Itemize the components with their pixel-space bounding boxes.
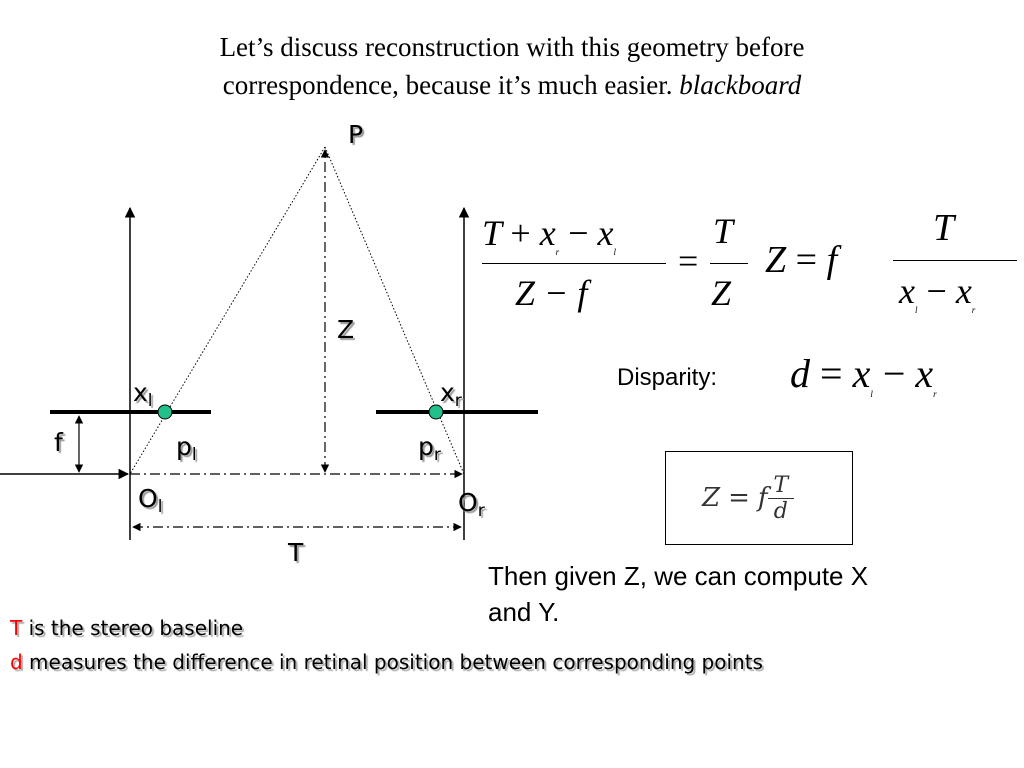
disp-x2-sub: r [933,389,937,399]
then-given-line-2: and Y. [488,597,560,627]
boxed-denominator: d [773,498,788,524]
title-line-2-text: correspondence, because it’s much easier. [222,70,673,100]
label-f: f [54,428,63,457]
eq1-num-x2: x [597,213,614,253]
label-pr-sub: r [433,445,441,465]
note-baseline-key: T [10,616,23,640]
title-note: blackboard [679,70,802,100]
eq2-f: f [826,239,838,281]
eq2-z: Z [765,239,787,281]
eq2-den-minus: − [926,271,947,311]
label-xl [133,378,153,411]
eq2-numerator: T [933,207,955,249]
disp-x2: x [915,351,934,396]
note-disparity-key: d [10,650,23,674]
note-baseline [10,616,243,640]
label-p: P [348,120,364,149]
ray-left [130,147,325,474]
eq2-fraction-bar [893,260,1017,261]
eq2-denominator [899,270,975,315]
label-pr [418,432,441,465]
label-xr-base: x [440,378,455,407]
boxed-equation-content [702,458,794,538]
eq1-num-x2-sub: l [613,247,616,257]
label-or-sub: r [477,501,485,521]
label-xl-base: x [133,378,148,407]
eq2-equals: = [795,239,818,281]
eq1-rhs-numerator: T [713,211,734,251]
label-pl-sub: l [191,445,197,465]
eq1-rhs-denominator: Z [711,273,732,313]
label-ol-base: O [138,484,158,513]
label-or-base: O [458,488,478,517]
eq1-num-plus: + [510,213,531,253]
disp-x1-sub: l [870,389,873,399]
eq2-lhs [765,238,837,282]
eq1-equals: = [678,241,699,281]
eq1-denominator: Z − f [515,273,588,313]
disparity-equation [790,350,937,399]
eq1-num-x1-sub: r [555,247,560,257]
label-pl [176,432,197,465]
eq1-fraction-bar [482,263,666,264]
then-given-text [488,558,868,630]
boxed-equals: = [728,483,750,513]
ray-right [325,147,464,474]
title-line-1: Let’s discuss reconstruction with this geometry before [219,32,805,62]
label-ol [138,484,162,517]
disp-x1: x [852,351,871,396]
disparity-label: Disparity: [617,364,718,391]
label-t: T [288,538,304,567]
boxed-fraction [768,473,795,524]
label-xl-sub: l [147,391,153,411]
boxed-z: Z [702,483,721,513]
then-given-line-1: Then given Z, we can compute X [488,561,869,591]
disp-minus: − [882,351,906,396]
eq1-rhs-fraction-bar [710,263,748,264]
label-xr [440,378,462,411]
label-pr-base: p [418,432,434,461]
note-baseline-text: is the stereo baseline [22,616,244,640]
disp-equals: = [820,351,843,396]
eq1-numerator [482,212,616,257]
label-pl-base: p [176,432,192,461]
eq1-num-x1: x [539,213,556,253]
eq1-num-t: T [482,213,502,253]
label-or [458,488,485,521]
eq2-den-x1: x [899,271,915,311]
eq1-num-minus: − [568,213,589,253]
note-disparity-text: measures the difference in retinal position between corresponding points [22,650,763,674]
boxed-f: f [757,483,768,513]
label-xr-sub: r [454,391,462,411]
disp-d: d [790,351,810,396]
label-ol-sub: l [157,497,163,517]
left-image-point [158,405,172,419]
note-disparity [10,650,763,674]
eq2-den-x2: x [955,271,972,311]
label-z: Z [337,315,355,344]
eq2-den-x2-sub: r [971,305,976,315]
boxed-numerator: T [768,473,795,499]
boxed-result-equation [665,451,853,545]
eq2-den-x1-sub: l [914,305,918,315]
